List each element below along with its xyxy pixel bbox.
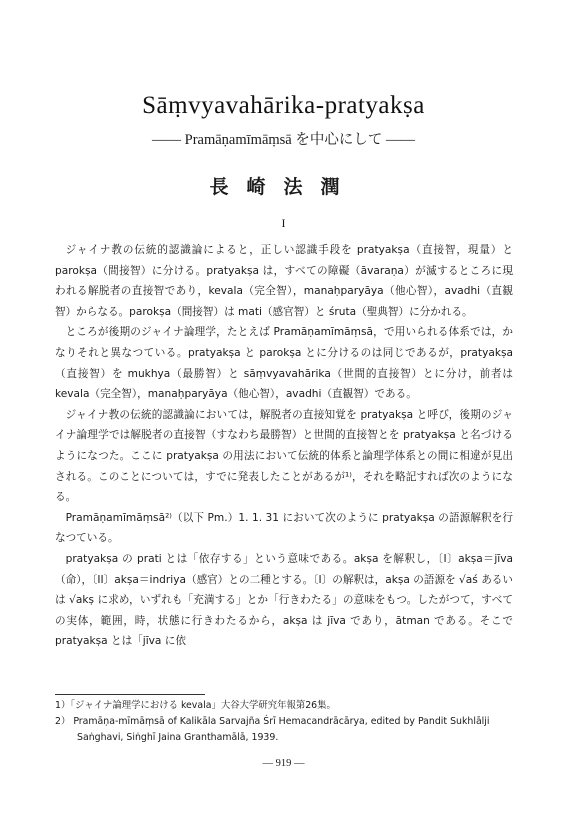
section-heading: I [281, 216, 286, 230]
footnotes [55, 698, 515, 746]
paragraph-2: ところが後期のジャイナ論理学，たとえば Pramāṇamīmāṃsā，で用いられる体系では，かなりそれと異なつている。pratyakṣa と parokṣa とに分けるのは同じであるが，pratyakṣa（直接智）を mukhya（最勝智）と sāṃvyavahārika（世間的直接智）とに分け，前者は kevala（完全智），manaḥparyāya（他心智），avadhi（直観智）である。 [55, 326, 513, 401]
author-name: 長崎法潤 [209, 176, 358, 198]
footnote-2: 2） Pramāṇa-mīmāṃsā of Kalikāla Sarvajña Śrī Hemacandrācārya, edited by Pandit Sukhlālji Saṅghavi, Siṅghī Jaina Granthamālā, 1939. [55, 716, 490, 743]
body-text [55, 240, 513, 652]
page-number: — 919 — [262, 758, 305, 769]
footnote-1: 1）「ジャイナ論理学における kevala」大谷大学研究年報第26集。 [55, 700, 336, 711]
paragraph-3: ジャイナ教の伝統的認識論においては，解脱者の直接知覚を pratyakṣa と呼び，後期のジャイナ論理学では解脱者の直接智（すなわち最勝智）と世間的直接智とを pratyakṣa と名づけるようになつた。ここに pratyakṣa の用法において伝統的体系と論理学体系との間に相違が見出される。このことについては，すでに発表したことがあるが¹⁾，それを略記すれば次のようになる。 [55, 408, 513, 504]
paragraph-1: ジャイナ教の伝統的認識論によると，正しい認識手段を pratyakṣa（直接智，現量）と parokṣa（間接智）に分ける。pratyakṣa は，すべての障礙（āvaraṇa）が滅するところに現われる解脱者の直接智であり，kevala（完全智），manaḥparyāya（他心智），avadhi（直観智）からなる。parokṣa（間接智）は mati（感官智）と śruta（聖典智）に分かれる。 [55, 244, 513, 318]
article-title: Sāṃvyavahārika-pratyakṣa [142, 92, 425, 119]
article-subtitle: —— Pramāṇamīmāṃsā を中心にして —— [152, 132, 415, 148]
paragraph-4: Pramāṇamīmāṃsā²⁾（以下 Pm.）1. 1. 31 において次のように pratyakṣa の語源解釈を行なつている。 [55, 511, 513, 545]
footnote-divider [55, 694, 205, 695]
paragraph-5: pratyakṣa の prati とは「依存する」という意味である。akṣa を解釈し，〔I〕akṣa＝jīva（命），〔II〕akṣa＝indriya（感官）との二種とする。〔I〕の解釈は，akṣa の語源を √aś あるいは √akṣ に求め，いずれも「充満する」とか「行きわたる」の意味をもつ。したがつて，すべての実体，範囲，時，状態に行きわたるから，akṣa は jīva であり，ātman である。そこで pratyakṣa とは「jīva に依 [55, 552, 513, 648]
